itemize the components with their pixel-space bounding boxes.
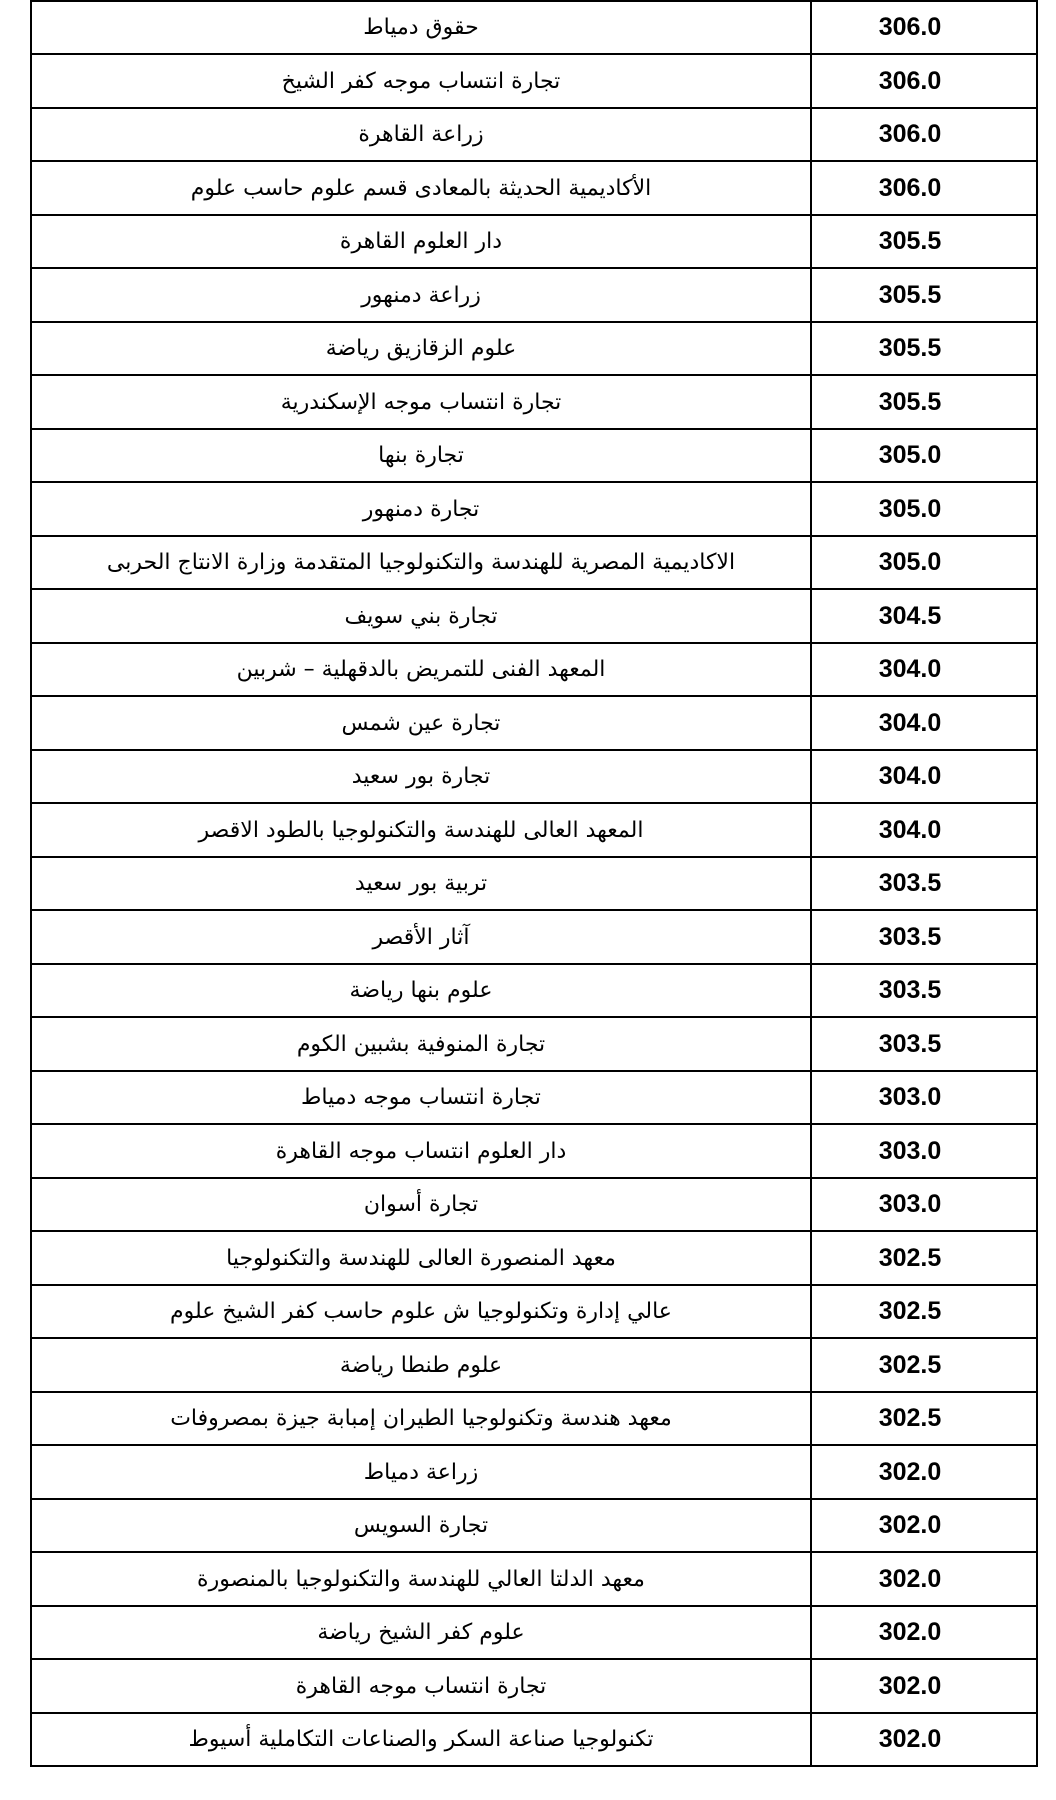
table-row <box>31 803 1037 857</box>
institution-name-cell: معهد المنصورة العالى للهندسة والتكنولوجيا <box>31 1231 811 1285</box>
min-score-cell: 302.0 <box>811 1713 1037 1766</box>
institution-name-cell: تجارة انتساب موجه كفر الشيخ <box>31 54 811 108</box>
table-row <box>31 1392 1037 1445</box>
institution-name-cell: علوم الزقازيق رياضة <box>31 322 811 375</box>
table-row <box>31 268 1037 322</box>
institution-name-cell: معهد هندسة وتكنولوجيا الطيران إمبابة جيزة بمصروفات <box>31 1392 811 1445</box>
table-row <box>31 482 1037 536</box>
min-score-cell: 304.0 <box>811 803 1037 857</box>
min-score-cell: 302.0 <box>811 1499 1037 1552</box>
min-score-cell: 305.0 <box>811 429 1037 482</box>
table-row <box>31 857 1037 910</box>
min-score-cell: 305.0 <box>811 482 1037 536</box>
scores-table <box>30 0 1038 1767</box>
min-score-cell: 302.0 <box>811 1445 1037 1499</box>
min-score-cell: 302.0 <box>811 1552 1037 1606</box>
table-row <box>31 910 1037 964</box>
min-score-cell: 302.5 <box>811 1392 1037 1445</box>
min-score-cell: 304.0 <box>811 750 1037 803</box>
min-score-cell: 302.5 <box>811 1285 1037 1338</box>
min-score-cell: 302.0 <box>811 1606 1037 1659</box>
table-row <box>31 1713 1037 1766</box>
institution-name-cell: حقوق دمياط <box>31 1 811 54</box>
table-row <box>31 589 1037 643</box>
min-score-cell: 303.5 <box>811 1017 1037 1071</box>
institution-name-cell: عالي إدارة وتكنولوجيا ش علوم حاسب كفر الشيخ علوم <box>31 1285 811 1338</box>
institution-name-cell: زراعة دمياط <box>31 1445 811 1499</box>
institution-name-cell: زراعة القاهرة <box>31 108 811 161</box>
min-score-cell: 305.5 <box>811 375 1037 429</box>
table-row <box>31 1606 1037 1659</box>
table-row <box>31 161 1037 215</box>
table-row <box>31 1659 1037 1713</box>
institution-name-cell: تربية بور سعيد <box>31 857 811 910</box>
institution-name-cell: دار العلوم انتساب موجه القاهرة <box>31 1124 811 1178</box>
min-score-cell: 304.5 <box>811 589 1037 643</box>
institution-name-cell: المعهد العالى للهندسة والتكنولوجيا بالطود الاقصر <box>31 803 811 857</box>
table-row <box>31 1552 1037 1606</box>
table-row <box>31 536 1037 589</box>
institution-name-cell: تجارة بني سويف <box>31 589 811 643</box>
table-row <box>31 1285 1037 1338</box>
table-row <box>31 429 1037 482</box>
institution-name-cell: معهد الدلتا العالي للهندسة والتكنولوجيا بالمنصورة <box>31 1552 811 1606</box>
min-score-cell: 302.5 <box>811 1338 1037 1392</box>
min-score-cell: 305.0 <box>811 536 1037 589</box>
min-score-cell: 306.0 <box>811 1 1037 54</box>
institution-name-cell: علوم كفر الشيخ رياضة <box>31 1606 811 1659</box>
min-score-cell: 306.0 <box>811 54 1037 108</box>
table-row <box>31 964 1037 1017</box>
min-score-cell: 303.5 <box>811 857 1037 910</box>
min-score-cell: 305.5 <box>811 322 1037 375</box>
table-row <box>31 375 1037 429</box>
table-row <box>31 54 1037 108</box>
institution-name-cell: دار العلوم القاهرة <box>31 215 811 268</box>
table-row <box>31 322 1037 375</box>
institution-name-cell: تجارة بنها <box>31 429 811 482</box>
min-score-cell: 303.0 <box>811 1124 1037 1178</box>
institution-name-cell: تجارة دمنهور <box>31 482 811 536</box>
table-row <box>31 108 1037 161</box>
min-score-cell: 305.5 <box>811 268 1037 322</box>
institution-name-cell: تجارة انتساب موجه دمياط <box>31 1071 811 1124</box>
institution-name-cell: تجارة أسوان <box>31 1178 811 1231</box>
institution-name-cell: تكنولوجيا صناعة السكر والصناعات التكاملية أسيوط <box>31 1713 811 1766</box>
table-row <box>31 215 1037 268</box>
institution-name-cell: المعهد الفنى للتمريض بالدقهلية – شربين <box>31 643 811 696</box>
table-row <box>31 1 1037 54</box>
table-row <box>31 1071 1037 1124</box>
min-score-cell: 306.0 <box>811 108 1037 161</box>
min-score-cell: 304.0 <box>811 643 1037 696</box>
table-body <box>31 0 1037 1766</box>
institution-name-cell: الأكاديمية الحديثة بالمعادى قسم علوم حاسب علوم <box>31 161 811 215</box>
table-row <box>31 1231 1037 1285</box>
table-row <box>31 750 1037 803</box>
institution-name-cell: تجارة المنوفية بشبين الكوم <box>31 1017 811 1071</box>
min-score-cell: 303.0 <box>811 1071 1037 1124</box>
table-row <box>31 1124 1037 1178</box>
min-score-cell: 303.5 <box>811 910 1037 964</box>
institution-name-cell: تجارة بور سعيد <box>31 750 811 803</box>
min-score-cell: 302.5 <box>811 1231 1037 1285</box>
min-score-cell: 303.0 <box>811 1178 1037 1231</box>
institution-name-cell: تجارة انتساب موجه الإسكندرية <box>31 375 811 429</box>
min-score-cell: 305.5 <box>811 215 1037 268</box>
table-row <box>31 1338 1037 1392</box>
table-row <box>31 1178 1037 1231</box>
table-row <box>31 1017 1037 1071</box>
table-row <box>31 1445 1037 1499</box>
table-row <box>31 1499 1037 1552</box>
min-score-cell: 302.0 <box>811 1659 1037 1713</box>
institution-name-cell: علوم بنها رياضة <box>31 964 811 1017</box>
institution-name-cell: علوم طنطا رياضة <box>31 1338 811 1392</box>
institution-name-cell: زراعة دمنهور <box>31 268 811 322</box>
institution-name-cell: الاكاديمية المصرية للهندسة والتكنولوجيا المتقدمة وزارة الانتاج الحربى <box>31 536 811 589</box>
institution-name-cell: تجارة انتساب موجه القاهرة <box>31 1659 811 1713</box>
min-score-cell: 303.5 <box>811 964 1037 1017</box>
institution-name-cell: تجارة عين شمس <box>31 696 811 750</box>
institution-name-cell: آثار الأقصر <box>31 910 811 964</box>
min-score-cell: 306.0 <box>811 161 1037 215</box>
table-row <box>31 696 1037 750</box>
min-score-cell: 304.0 <box>811 696 1037 750</box>
table-row <box>31 643 1037 696</box>
institution-name-cell: تجارة السويس <box>31 1499 811 1552</box>
